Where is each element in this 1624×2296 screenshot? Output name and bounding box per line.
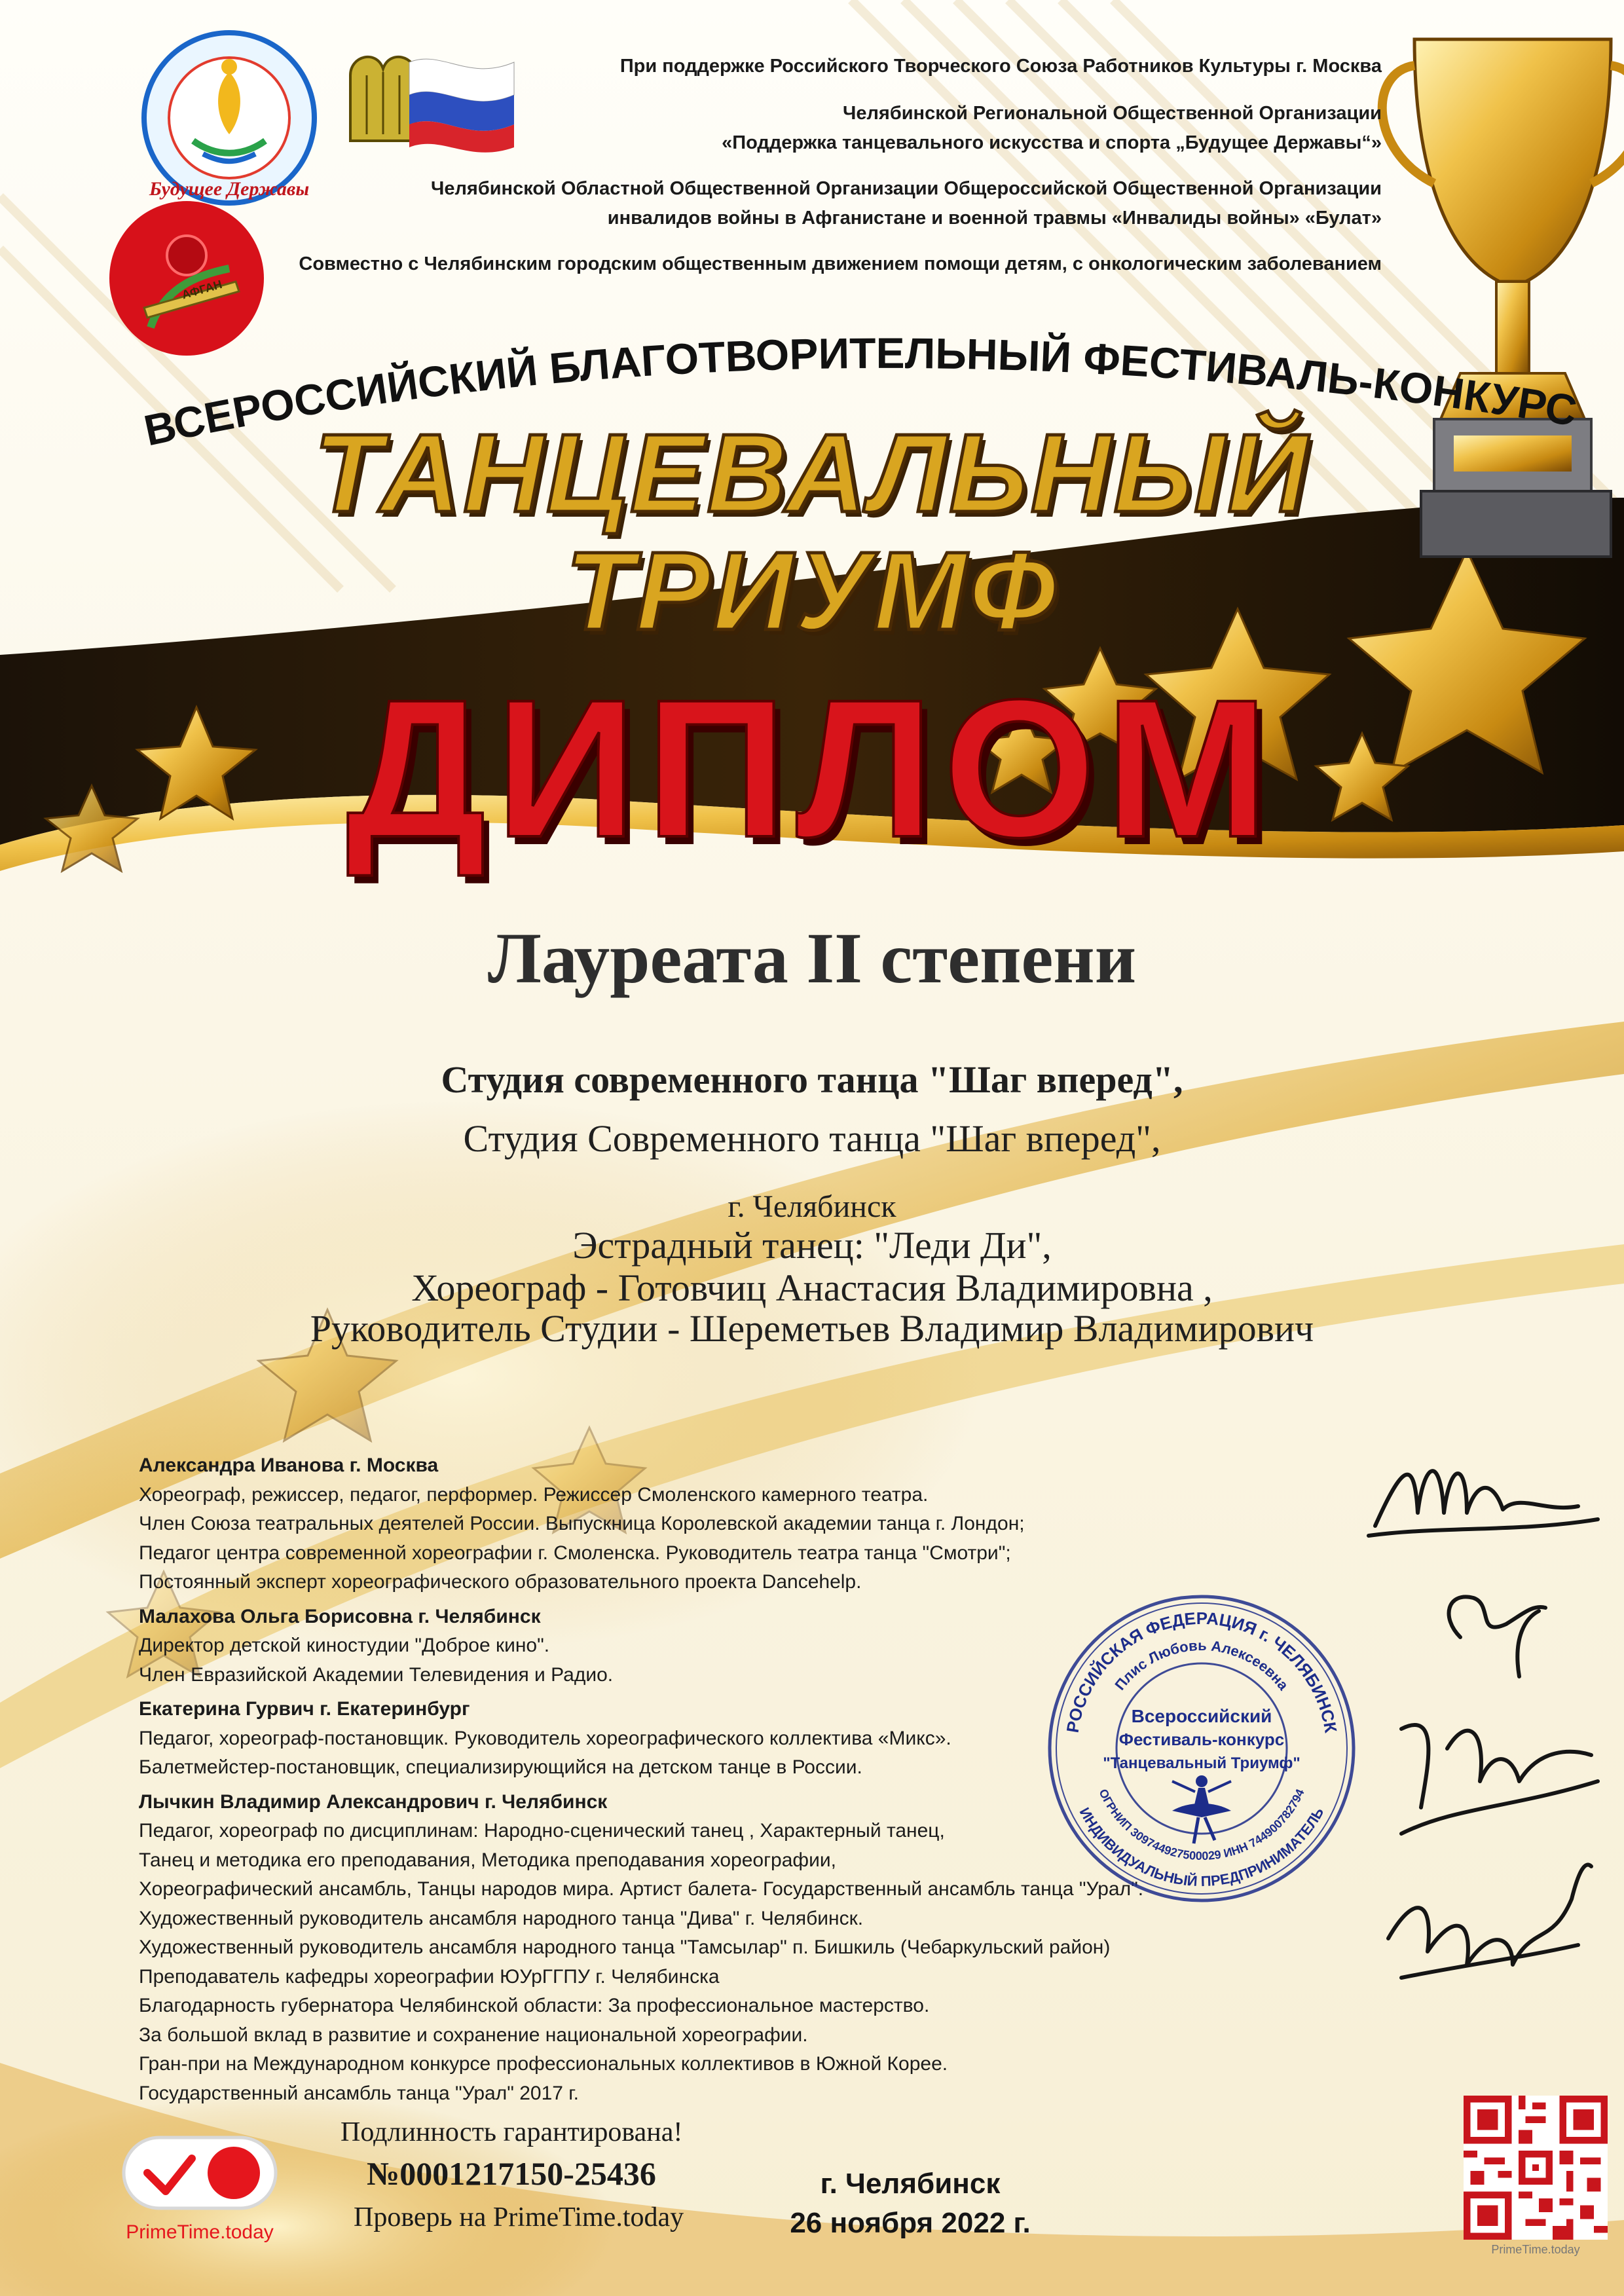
stamp-bottom-outer-path: ИНДИВИДУАЛЬНЫЙ ПРЕДПРИНИМАТЕЛЬ: [1076, 1804, 1327, 1890]
diploma-title: ДИПЛОМ: [346, 658, 1278, 878]
recipient-line-1: Студия современного танца "Шаг вперед",: [441, 1058, 1183, 1101]
logo-lyre-flag: [337, 36, 521, 154]
festival-name-line-1: ТАНЦЕВАЛЬНЫЙ: [314, 411, 1310, 536]
jury-line: Педагог центра современной хореографии г. Смоленска. Руководитель театра танца "Смотри";: [139, 1542, 1011, 1564]
recipient-dance: Эстрадный танец: "Леди Ди",: [572, 1224, 1052, 1267]
stamp-center-line-1: Всероссийский: [1131, 1706, 1272, 1726]
stamp-center-line-3: "Танцевальный Триумф": [1103, 1754, 1301, 1772]
jury-line: Педагог, хореограф по дисциплинам: Народно-сценический танец , Характерный танец,: [139, 1820, 945, 1842]
signature-3: [1401, 1725, 1598, 1834]
signatures: [1362, 1441, 1624, 2030]
issue-city: г. Челябинск: [820, 2168, 1001, 2200]
jury-line: Член Союза театральных деятелей России. Выпускница Королевской академии танца г. Лондон;: [139, 1513, 1025, 1534]
issue-date: 26 ноября 2022 г.: [790, 2207, 1031, 2239]
afghan-label: АФГАН: [180, 277, 224, 302]
jury-line: Гран-при на Международном конкурсе профессиональных коллективов в Южной Корее.: [139, 2053, 948, 2075]
authenticity-guaranteed: Подлинность гарантирована!: [341, 2117, 683, 2147]
sponsor-line-2: Челябинской Региональной Общественной Организации: [842, 103, 1382, 124]
logo-budushchee-derzhavy: [131, 26, 327, 216]
jury-line: Благодарность губернатора Челябинской области: За профессиональное мастерство.: [139, 1995, 930, 2016]
sponsor-line-1: При поддержке Российского Творческого Союза Работников Культуры г. Москва: [619, 56, 1382, 77]
sponsor-line-5: инвалидов войны в Афганистане и военной травмы «Инвалиды войны» «Булат»: [607, 208, 1382, 229]
sponsor-line-3: «Поддержка танцевального искусства и спорта „Будущее Державы“»: [722, 132, 1382, 153]
jury-name: Екатерина Гурвич г. Екатеринбург: [139, 1698, 470, 1720]
jury-line: Постоянный эксперт хореографического образовательного проекта Dancehelp.: [139, 1571, 862, 1593]
jury-line: Художественный руководитель ансамбля народного танца "Дива" г. Челябинск.: [139, 1907, 864, 1929]
primetime-icon: [121, 2135, 278, 2217]
jury-line: Балетмейстер-постановщик, специализирующийся на детском танце в России.: [139, 1756, 862, 1778]
primetime-brand: PrimeTime.today: [126, 2221, 274, 2243]
jury-line: Директор детской киностудии "Доброе кино".: [139, 1635, 550, 1656]
jury-name: Лычкин Владимир Александрович г. Челябинск: [139, 1790, 608, 1813]
signature-2: [1449, 1597, 1545, 1676]
sponsor-line-6: Совместно с Челябинским городским общественным движением помощи детям, с онкологическим заболеванием: [299, 253, 1382, 274]
recipient-city: г. Челябинск: [728, 1189, 896, 1224]
jury-name: Малахова Ольга Борисовна г. Челябинск: [139, 1605, 541, 1627]
jury-line: Танец и методика его преподавания, Методика преподавания хореографии,: [139, 1849, 836, 1871]
primetime-logo[interactable]: [121, 2135, 278, 2243]
sponsor-line-4: Челябинской Областной Общественной Организации Общероссийской Общественной Организации: [430, 178, 1382, 199]
jury-line: Хореографический ансамбль, Танцы народов мира. Артист балета- Государственный ансамбль танца "Урал".: [139, 1878, 1144, 1900]
qr-code[interactable]: [1464, 2096, 1608, 2266]
stamp-owner-path: Плис Любовь Алексеевна: [1111, 1637, 1292, 1694]
signature-4: [1388, 1864, 1591, 1978]
jury-line: Педагог, хореограф-постановщик. Руководитель хореографического коллектива «Микс».: [139, 1727, 951, 1749]
qr-caption: PrimeTime.today: [1491, 2243, 1580, 2256]
jury-member: [139, 1451, 1318, 1597]
qr-code-icon: [1464, 2096, 1608, 2240]
laureate-degree: Лауреата II степени: [487, 918, 1137, 998]
stamp-center-line-2: Фестиваль-конкурс: [1118, 1730, 1285, 1749]
jury-line: Хореограф, режиссер, педагог, перформер. Режиссер Смоленского камерного театра.: [139, 1483, 929, 1506]
authenticity-number: №0001217150-25436: [367, 2155, 656, 2192]
stamp: [1038, 1585, 1365, 1912]
recipient-line-2: Студия Современного танца "Шаг вперед",: [463, 1117, 1161, 1160]
jury-line: Член Евразийской Академии Телевидения и Радио.: [139, 1663, 614, 1686]
signature-1: [1369, 1471, 1598, 1536]
stamp-bottom-inner-path: ОГРНИП 309744927500029 ИНН 744900782794: [1096, 1787, 1307, 1863]
recipient-director: Руководитель Студии - Шереметьев Владимир Владимирович: [310, 1307, 1314, 1350]
jury-line: Художественный руководитель ансамбля народного танца "Тамсылар" п. Бишкиль (Чебаркульский район): [139, 1936, 1111, 1958]
jury-name: Александра Иванова г. Москва: [139, 1454, 439, 1476]
festival-title-text: ВСЕРОССИЙСКИЙ БЛАГОТВОРИТЕЛЬНЫЙ ФЕСТИВАЛЬ-КОНКУРС: [139, 328, 1581, 455]
stamp-outer-path: РОССИЙСКАЯ ФЕДЕРАЦИЯ г. ЧЕЛЯБИНСК: [1062, 1608, 1341, 1734]
jury-line: Государственный ансамбль танца "Урал" 2017 г.: [139, 2082, 579, 2104]
logo-name: Будущее Державы: [149, 178, 310, 200]
recipient-choreographer: Хореограф - Готовчиц Анастасия Владимировна ,: [411, 1267, 1213, 1309]
festival-name-line-2: ТРИУМФ: [565, 529, 1059, 654]
jury-line: Преподаватель кафедры хореографии ЮУрГГПУ г. Челябинска: [139, 1965, 720, 1988]
authenticity-check: Проверь на PrimeTime.today: [354, 2202, 684, 2232]
jury-line: За большой вклад в развитие и сохранение национальной хореографии.: [139, 2024, 808, 2046]
